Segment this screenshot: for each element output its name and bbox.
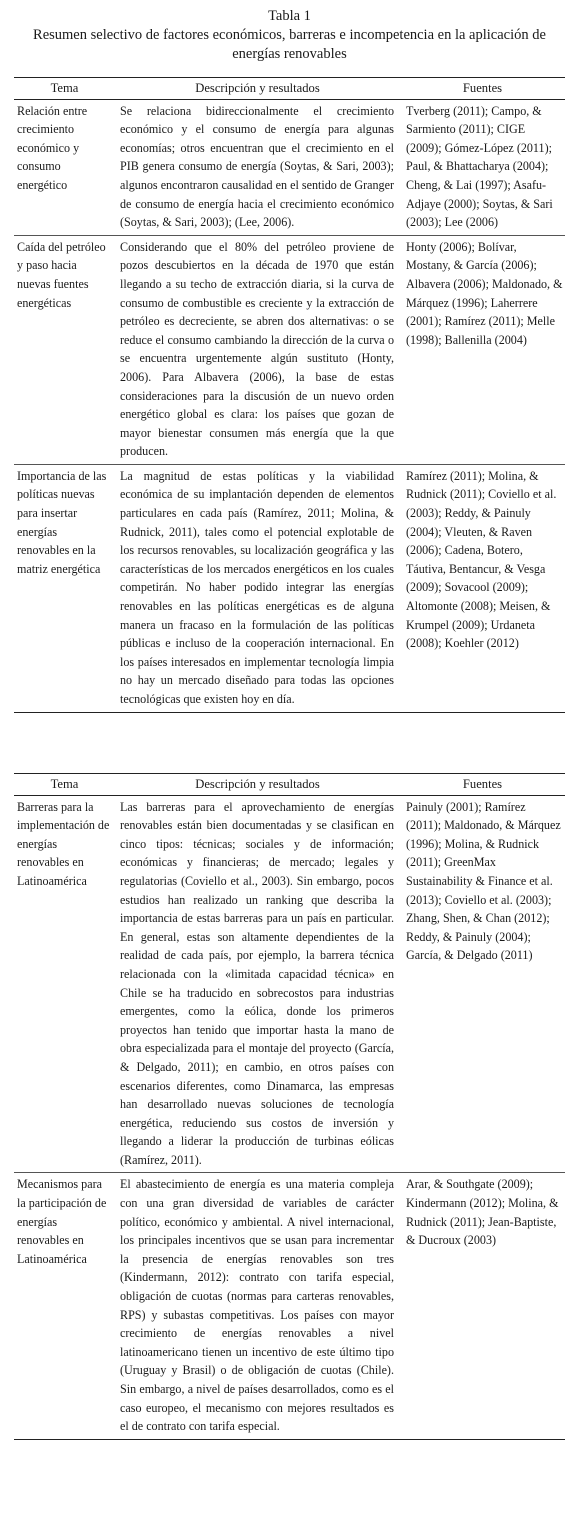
- header-description: Descripción y resultados: [115, 78, 400, 100]
- sources-cell: Arar, & Southgate (2009); Kindermann (2012); Molina, & Rudnick (2011); Jean-Baptiste, & Ducroux (2003): [400, 1173, 565, 1439]
- topic-cell: Caída del petróleo y paso hacia nuevas fuentes energéticas: [14, 235, 115, 464]
- table-caption: [0, 0, 579, 64]
- description-cell: Considerando que el 80% del petróleo proviene de pozos descubiertos en la década de 1970 que están llegando a su techo de extracción diaria, si la curva de consumo de combustible es creciente y la extracción de petróleo es decreciente, se abren dos alternativas: o se reduce el consumo cambiando la dirección de la curva o se encuentra urgentemente algún sustituto (Honty, 2006). Para Albavera (2006), la base de estas consideraciones para la discusión de un nuevo orden energético global es clara: los países que gozan de mayor bienestar consumen más energía que la que producen.: [115, 235, 400, 464]
- header-sources: Fuentes: [400, 774, 565, 796]
- table-row: [14, 235, 565, 464]
- topic-cell: Relación entre crecimiento económico y consumo energético: [14, 99, 115, 235]
- table-part-1: [14, 77, 565, 713]
- topic-cell: Importancia de las políticas nuevas para insertar energías renovables en la matriz energética: [14, 464, 115, 712]
- table-part-2: [14, 773, 565, 1440]
- sources-cell: Ramírez (2011); Molina, & Rudnick (2011); Coviello et al. (2003); Reddy, & Painuly (2004); Vleuten, & Raven (2006); Cadena, Botero, Táutiva, Bentancur, & Vesga (2009); Sovacool (2009); Altomonte (2008); Meisen, & Krumpel (2009); Urdaneta (2008); Koehler (2012): [400, 464, 565, 712]
- table-label: Tabla 1: [268, 8, 311, 24]
- table-title: Resumen selectivo de factores económicos, barreras e incompetencia en la aplicación de energías renovables: [33, 27, 546, 62]
- header-row: [14, 78, 565, 100]
- description-cell: Se relaciona bidireccionalmente el crecimiento económico y el consumo de energía para algunas economías; otros encuentran que el crecimiento en el PIB genera consumo de energía (Soytas, & Sari, 2003); algunos encontraron causalidad en el sentido de Granger de consumo de energía hacia el crecimiento económico (Soytas, & Sari, 2003); (Lee, 2006).: [115, 99, 400, 235]
- description-cell: La magnitud de estas políticas y la viabilidad económica de su implantación dependen de elementos particulares en cada país (Ramírez, 2011; Molina, & Rudnick, 2011), tales como el potencial explotable de los recursos renovables, su localización geográfica y las características de los mercados energéticos en los cuales competirán. No haber podido integrar las energías renovables en las políticas energéticas es de alguna manera un fracaso en la formulación de las políticas públicas e incluso de la cooperación internacional. En los países interesados en implementar tecnología limpia no hay un mercado diseñado para todas las opciones tecnológicas que existen hoy en día.: [115, 464, 400, 712]
- header-topic: Tema: [14, 774, 115, 796]
- sources-cell: Honty (2006); Bolívar, Mostany, & García (2006); Albavera (2006); Maldonado, & Márquez (1996); Laherrere (2001); Ramírez (2011); Melle (1998); Ballenilla (2004): [400, 235, 565, 464]
- table-row: [14, 99, 565, 235]
- header-sources: Fuentes: [400, 78, 565, 100]
- table-row: [14, 464, 565, 712]
- header-topic: Tema: [14, 78, 115, 100]
- topic-cell: Mecanismos para la participación de energías renovables en Latinoamérica: [14, 1173, 115, 1439]
- topic-cell: Barreras para la implementación de energías renovables en Latinoamérica: [14, 795, 115, 1173]
- sources-cell: Tverberg (2011); Campo, & Sarmiento (2011); CIGE (2009); Gómez-López (2011); Paul, & Bhattacharya (2004); Cheng, & Lai (1997); Asafu-Adjaye (2000); Soytas, & Sari (2003); Lee (2006): [400, 99, 565, 235]
- sources-cell: Painuly (2001); Ramírez (2011); Maldonado, & Márquez (1996); Molina, & Rudnick (2011); GreenMax Sustainability & Finance et al. (2013); Coviello et al. (2003); Zhang, Shen, & Chan (2012); Reddy, & Painuly (2004); García, & Delgado (2011): [400, 795, 565, 1173]
- header-row: [14, 774, 565, 796]
- header-description: Descripción y resultados: [115, 774, 400, 796]
- table-row: [14, 1173, 565, 1439]
- description-cell: Las barreras para el aprovechamiento de energías renovables están bien documentadas y se clasifican en cinco tipos: técnicas; sociales y de información; económicas y financieras; de mercado; legales y regulatorias (Coviello et al., 2003). Sin embargo, pocos estudios han realizado un ranking que describa la importancia de estas barreras para un país en particular. En general, estas son altamente dependientes de la realidad de cada país, por ejemplo, la barrera técnica relacionada con la «limitada capacidad técnica» en Chile se ha traducido en sobrecostos para industrias emergentes, como la eólica, donde los primeros proyectos han tenido que importar hasta la mano de obra especializada para el montaje del proyecto (García, & Delgado, 2011); en cambio, en otros países con escenarios diferentes, como Dinamarca, las empresas han desarrollado nuevas soluciones de tecnología energética, reduciendo sus costos de inversión y llegando a liderar la producción de turbinas eólicas (Ramírez, 2011).: [115, 795, 400, 1173]
- table-row: [14, 795, 565, 1173]
- description-cell: El abastecimiento de energía es una materia compleja con una gran diversidad de variables de carácter político, económico y ambiental. A nivel internacional, los principales incentivos que se usan para incrementar la presencia de energías renovables son tres (Kindermann, 2012): contrato con tarifa especial, obligación de cuotas (normas para carteras renovables, RPS) y subastas competitivas. Los países con mayor crecimiento de energías renovables a nivel latinoamericano tienen un incentivo de este último tipo (Uruguay y Brasil) o de obligación de cuotas (Chile). Sin embargo, a nivel de países desarrollados, como es el caso europeo, el mecanismo con mejores resultados es el de contrato con tarifa especial.: [115, 1173, 400, 1439]
